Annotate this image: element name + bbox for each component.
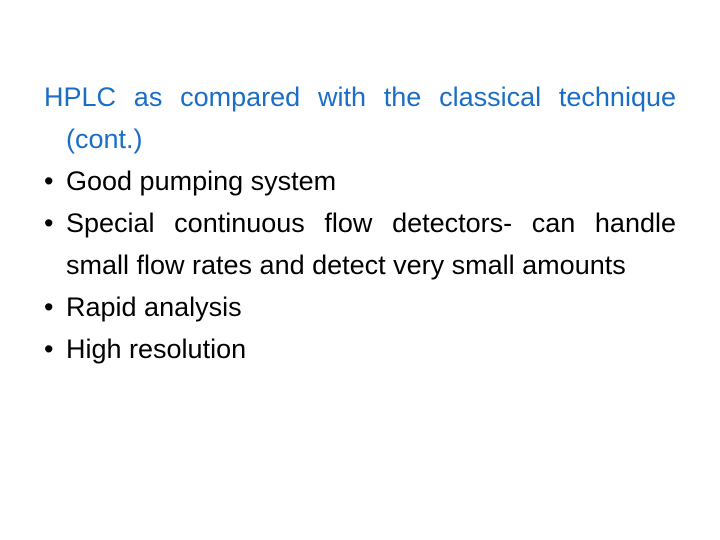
bullet-list [44, 160, 676, 370]
bullet-item [44, 328, 676, 370]
bullet-dot-icon: • [44, 166, 54, 196]
bullet-dot-icon: • [44, 292, 54, 322]
bullet-item [44, 286, 676, 328]
bullet-text: High resolution [66, 334, 247, 364]
slide-heading: HPLC as compared with the classical technique (cont.) [44, 82, 676, 154]
bullet-dot-icon: • [44, 334, 54, 364]
bullet-item [44, 202, 676, 286]
bullet-text: Good pumping system [66, 166, 337, 196]
bullet-item [44, 160, 676, 202]
bullet-text: Special continuous flow detectors- can handle small flow rates and detect very small amounts [66, 208, 676, 280]
slide-content [44, 76, 676, 370]
bullet-text: Rapid analysis [66, 292, 242, 322]
bullet-dot-icon: • [44, 208, 54, 238]
